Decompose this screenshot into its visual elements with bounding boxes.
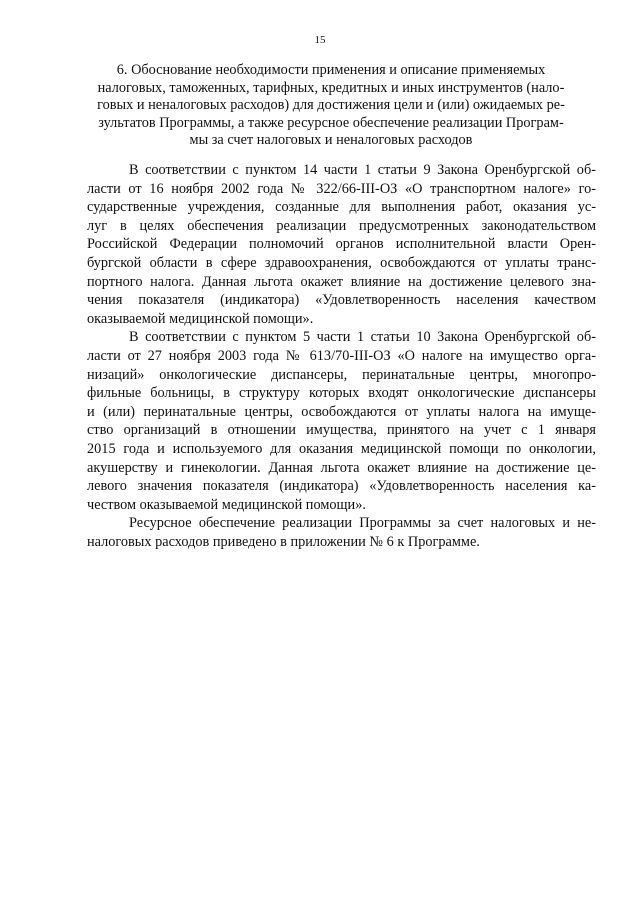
section-heading xyxy=(82,62,580,150)
paragraph-line: акушерству и гинекологии. Данная льгота окажет влияние на достижение це- xyxy=(87,459,596,476)
paragraph-line: бургской области в сфере здравоохранения, освобождаются от уплаты транс- xyxy=(87,254,596,271)
paragraph-line: чения показателя (индикатора) «Удовлетворенность населения качеством xyxy=(87,292,596,309)
paragraph-line: луг в целях обеспечения реализации предусмотренных законодательством xyxy=(87,217,596,234)
paragraph-line: чеством оказываемой медицинской помощи». xyxy=(87,496,366,513)
heading-line: зультатов Программы, а также ресурсное обеспечение реализации Програм- xyxy=(98,114,564,131)
paragraph-line: и (или) перинатальные центры, освобождаются от уплаты налога на имуще- xyxy=(87,403,596,420)
paragraph-line: низаций» онкологические диспансеры, перинатальные центры, многопро- xyxy=(87,366,596,383)
paragraph-line: оказываемой медицинской помощи». xyxy=(87,310,314,327)
paragraph-line: ство организаций в отношении имущества, принятого на учет с 1 января xyxy=(87,422,596,439)
body-text xyxy=(87,161,596,551)
paragraph-property-tax xyxy=(87,328,596,514)
paragraph-line: налоговых расходов приведено в приложении № 6 к Программе. xyxy=(87,533,480,550)
paragraph-resource-support xyxy=(87,514,596,551)
paragraph-transport-tax xyxy=(87,161,596,328)
heading-line: говых и неналоговых расходов) для достижения цели и (или) ожидаемых ре- xyxy=(97,97,565,114)
heading-line: мы за счет налоговых и неналоговых расходов xyxy=(189,132,473,149)
heading-line: 6. Обоснование необходимости применения и описание применяемых xyxy=(116,62,546,78)
paragraph-line: ласти от 16 ноября 2002 года № 322/66-III-ОЗ «О транспортном налоге» го- xyxy=(87,180,596,197)
paragraph-line: ласти от 27 ноября 2003 года № 613/70-III-ОЗ «О налоге на имущество орга- xyxy=(87,347,596,364)
page-number: 15 xyxy=(314,34,326,46)
paragraph-line: портного налога. Данная льгота окажет влияние на достижение целевого зна- xyxy=(87,273,596,290)
paragraph-line: В соответствии с пунктом 5 части 1 статьи 10 Закона Оренбургской об- xyxy=(129,329,596,346)
paragraph-line: 2015 года и используемого для оказания медицинской помощи по онкологии, xyxy=(87,440,596,457)
paragraph-line: Ресурсное обеспечение реализации Программы за счет налоговых и не- xyxy=(129,515,596,532)
paragraph-line: Российской Федерации полномочий органов исполнительной власти Орен- xyxy=(87,236,596,253)
paragraph-line: сударственные учреждения, созданные для выполнения работ, оказания ус- xyxy=(87,199,596,216)
paragraph-line: В соответствии с пунктом 14 части 1 статьи 9 Закона Оренбургской об- xyxy=(129,162,596,178)
paragraph-line: левого значения показателя (индикатора) «Удовлетворенность населения ка- xyxy=(87,478,596,495)
paragraph-line: фильные больницы, в структуру которых входят онкологические диспансеры xyxy=(87,385,596,402)
heading-line: налоговых, таможенных, тарифных, кредитных и иных инструментов (нало- xyxy=(97,79,565,96)
